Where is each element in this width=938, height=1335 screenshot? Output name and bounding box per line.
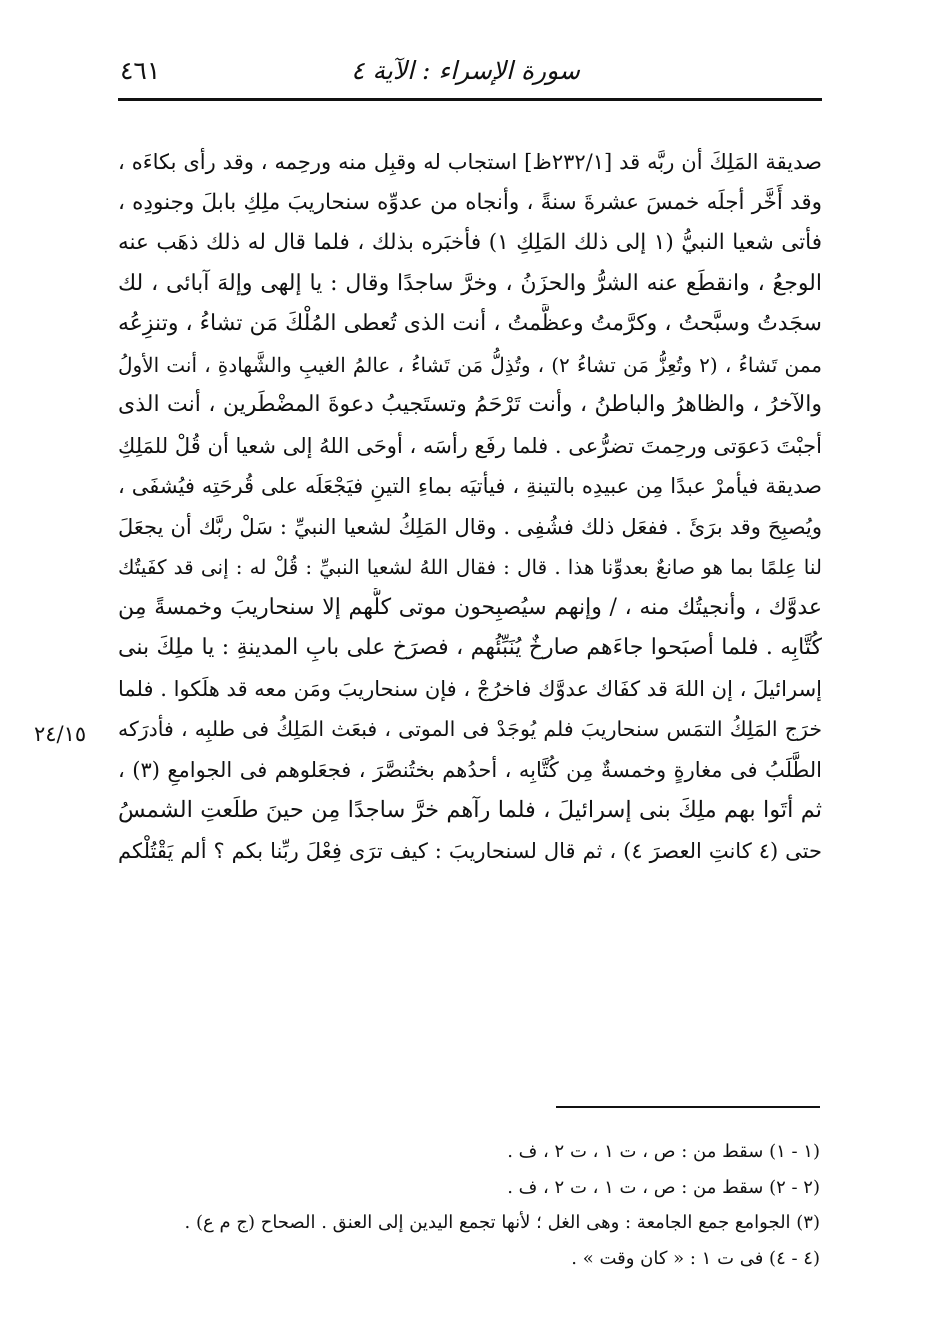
footnote-rule: [556, 1106, 820, 1108]
footnotes: [118, 1134, 820, 1276]
page-number: ٤٦١: [120, 56, 161, 85]
text-line: والآخرُ ، والظاهرُ والباطنُ ، وأنت تَرْحَمُ وتستَجيبُ دعوةَ المضْطَرين ، أنت الذى: [118, 392, 822, 417]
footnote: (٣) الجوامع جمع الجامعة : وهى الغل ؛ لأنها تجمع اليدين إلى العنق . الصحاح (ج م ع) .: [184, 1212, 820, 1233]
text-line: كُتَّابِه . فلما أصبَحوا جاءَهم صارخٌ يُنَبِّئُهم ، فصرَخ على بابِ المدينةِ : يا ملِكَ بنى: [118, 635, 822, 660]
text-line: صديقة المَلِكَ أن ربَّه قد [٢٣٢/١ظ] استجاب له وقبِل منه ورحِمه ، وقد رأى بكاءَه ،: [118, 150, 822, 174]
text-line: عدوَّك ، وأنجيتُك منه ، / وإنهم سيُصبِحون موتى كلُّهم إلا سنحاريبَ وخمسةً مِن: [118, 594, 822, 620]
text-line: ممن تَشاءُ ، (٢ وتُعِزُّ مَن تشاءُ ٢) ، وتُذِلُّ مَن تَشاءُ ، عالمُ الغيبِ والشَّهادةِ ، أنت الأولُ: [118, 352, 822, 377]
text-line: سجَدتُ وسبَّحتُ ، وكرَّمتُ وعظَّمتُ ، أنت الذى تُعطى المُلْكَ مَن تشاءُ ، وتنزِعُه: [118, 311, 822, 336]
main-text: [118, 142, 822, 871]
text-line: لنا عِلمًا بما هو صانعٌ بعدوِّنا هذا . قال : فقال اللهُ لشعيا النبيِّ : قُلْ له : إنى قد كفَيتُك: [118, 555, 822, 579]
text-line: ويُصبِحَ وقد برَئَ . ففعَل ذلك فشُفِى . وقال المَلِكُ لشعيا النبيِّ : سَلْ ربَّك أن يجعَلَ: [118, 514, 822, 539]
surah-title: سورة الإسراء : الآية ٤: [351, 56, 580, 85]
running-header: [118, 52, 820, 94]
text-line: الوجعُ ، وانقطَع عنه الشرُّ والحزَنُ ، وخرَّ ساجدًا وقال : يا إلهى وإلهَ آبائى ، لك: [118, 270, 822, 296]
footnote: (٢ - ٢) سقط من : ص ، ت ١ ، ت ٢ ، ف .: [507, 1176, 820, 1198]
footnote: (١ - ١) سقط من : ص ، ت ١ ، ت ٢ ، ف .: [507, 1141, 820, 1162]
text-line: فأتى شعيا النبيُّ (١ إلى ذلك المَلِكِ ١) فأخبَره بذلك ، فلما قال له ذلك ذهَب عنه: [118, 230, 822, 255]
text-line: خرَج المَلِكُ التمَس سنحاريبَ فلم يُوجَدْ فى الموتى ، فبعَث المَلِكُ فى طلبِه ، فأدرَكه: [118, 717, 822, 741]
text-line: إسرائيلَ ، إن اللهَ قد كفَاك عدوَّك فاخرُجْ ، فإن سنحاريبَ ومَن معه قد هلَكوا . فلما: [118, 676, 822, 701]
margin-reference: ٢٤/١٥: [34, 722, 87, 746]
text-line: ثم أتَوا بهم ملِكَ بنى إسرائيلَ ، فلما رآهم خرَّ ساجدًا مِن حينَ طلَعتِ الشمسُ: [118, 797, 822, 823]
text-line: وقد أَخَّر أجلَه خمسَ عشرةَ سنةً ، وأنجاه من عدوِّه سنحاريبَ ملِكِ بابلَ وجنودِه ،: [118, 189, 822, 215]
footnote: (٤ - ٤) فى ت ١ : « كان وقت » .: [571, 1247, 820, 1269]
text-line: أجبْتَ دَعوَتى ورحِمتَ تضرُّعى . فلما رفَع رأسَه ، أوحَى اللهُ إلى شعيا أن قُلْ للمَلِكِ: [118, 433, 822, 458]
text-line: صديقة فيأمرْ عبدًا مِن عبيدِه بالتينةِ ، فيأتيَه بماءِ التينِ فيَجْعَلَه على قُرحَتِه فيُشفَى ،: [118, 474, 822, 498]
text-line: حتى (٤ كانتِ العصرَ ٤) ، ثم قال لسنحاريبَ : كيف ترَى فِعْلَ ربِّنا بكم ؟ ألم يَقْتُلْكم: [118, 838, 822, 863]
text-line: الطَّلَبُ فى مغارةٍ وخمسةٌ مِن كُتَّابِه ، أحدُهم بختُنصَّرَ ، فجعَلوهم فى الجوامعِ (٣) ،: [118, 757, 822, 782]
header-rule: [118, 98, 822, 101]
